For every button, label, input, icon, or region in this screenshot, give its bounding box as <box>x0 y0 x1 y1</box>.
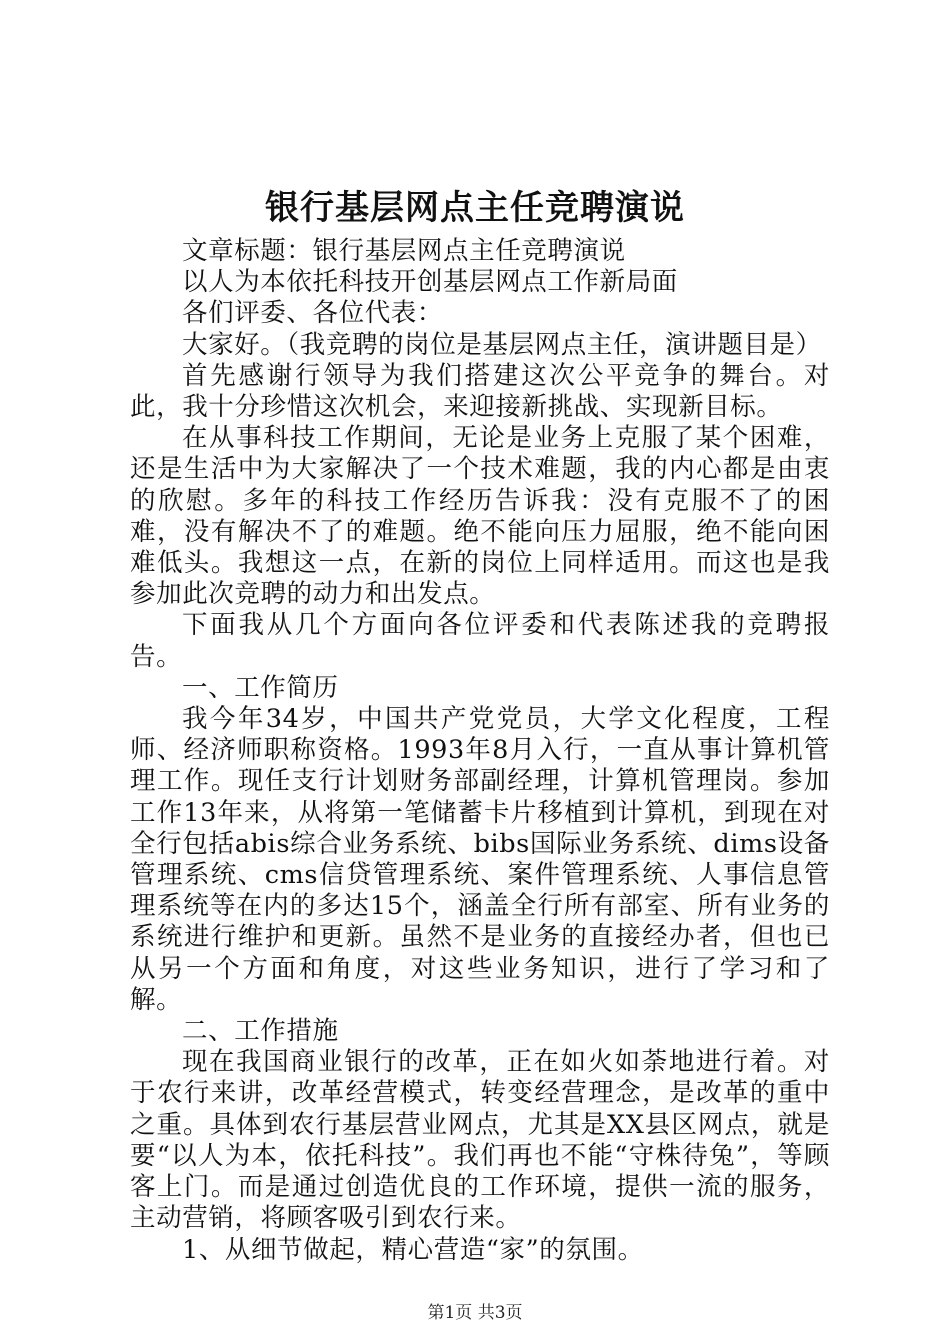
section-heading: 二、工作措施 <box>182 1016 339 1047</box>
paragraph: 文章标题：银行基层网点主任竞聘演说 <box>182 236 626 266</box>
paragraph: 首先感谢行领导为我们搭建这次公平竞争的舞台。对此，我十分珍惜这次机会，来迎接新挑战、实现新目标。 <box>130 360 830 423</box>
paragraph: 各们评委、各位代表： <box>182 298 444 329</box>
paragraph: 我今年34岁，中国共产党党员，大学文化程度，工程师、经济师职称资格。1993年8月入行，一直从事计算机管理工作。现任支行计划财务部副经理，计算机管理岗。参加工作13年来，从将第一笔储蓄卡片移植到计算机，到现在对全行包括abis综合业务系统、bibs国际业务系统、dims设备管理系统、cms信贷管理系统、案件管理系统、人事信息管理系统等在内的多达15个，涵盖全行所有部室、所有业务的系统进行维护和更新。虽然不是业务的直接经办者，但也已从另一个方面和角度，对这些业务知识，进行了学习和了解。 <box>130 704 830 1015</box>
section-heading: 一、工作简历 <box>182 672 339 703</box>
paragraph: 现在我国商业银行的改革，正在如火如荼地进行着。对于农行来讲，改革经营模式，转变经营理念，是改革的重中之重。具体到农行基层营业网点，尤其是XX县区网点，就是要“以人为本，依托科技”。我们再也不能“守株待兔”，等顾客上门。而是通过创造优良的工作环境，提供一流的服务，主动营销，将顾客吸引到农行来。 <box>130 1047 830 1234</box>
paragraph: 以人为本依托科技开创基层网点工作新局面 <box>182 267 678 298</box>
paragraph: 下面我从几个方面向各位评委和代表陈述我的竞聘报告。 <box>130 610 830 672</box>
paragraph: 在从事科技工作期间，无论是业务上克服了某个困难，还是生活中为大家解决了一个技术难题，我的内心都是由衷的欣慰。多年的科技工作经历告诉我：没有克服不了的困难，没有解决不了的难题。绝不能向压力屈服，绝不能向困难低头。我想这一点，在新的岗位上同样适用。而这也是我参加此次竞聘的动力和出发点。 <box>130 423 830 610</box>
document-title: 银行基层网点主任竞聘演说 <box>265 188 685 228</box>
paragraph: 大家好。（我竞聘的岗位是基层网点主任，演讲题目是） <box>182 329 822 360</box>
paragraph: 1、从细节做起，精心营造“家”的氛围。 <box>182 1234 644 1265</box>
page-footer: 第1页 共3页 <box>427 1303 523 1323</box>
document-body <box>130 236 830 1266</box>
